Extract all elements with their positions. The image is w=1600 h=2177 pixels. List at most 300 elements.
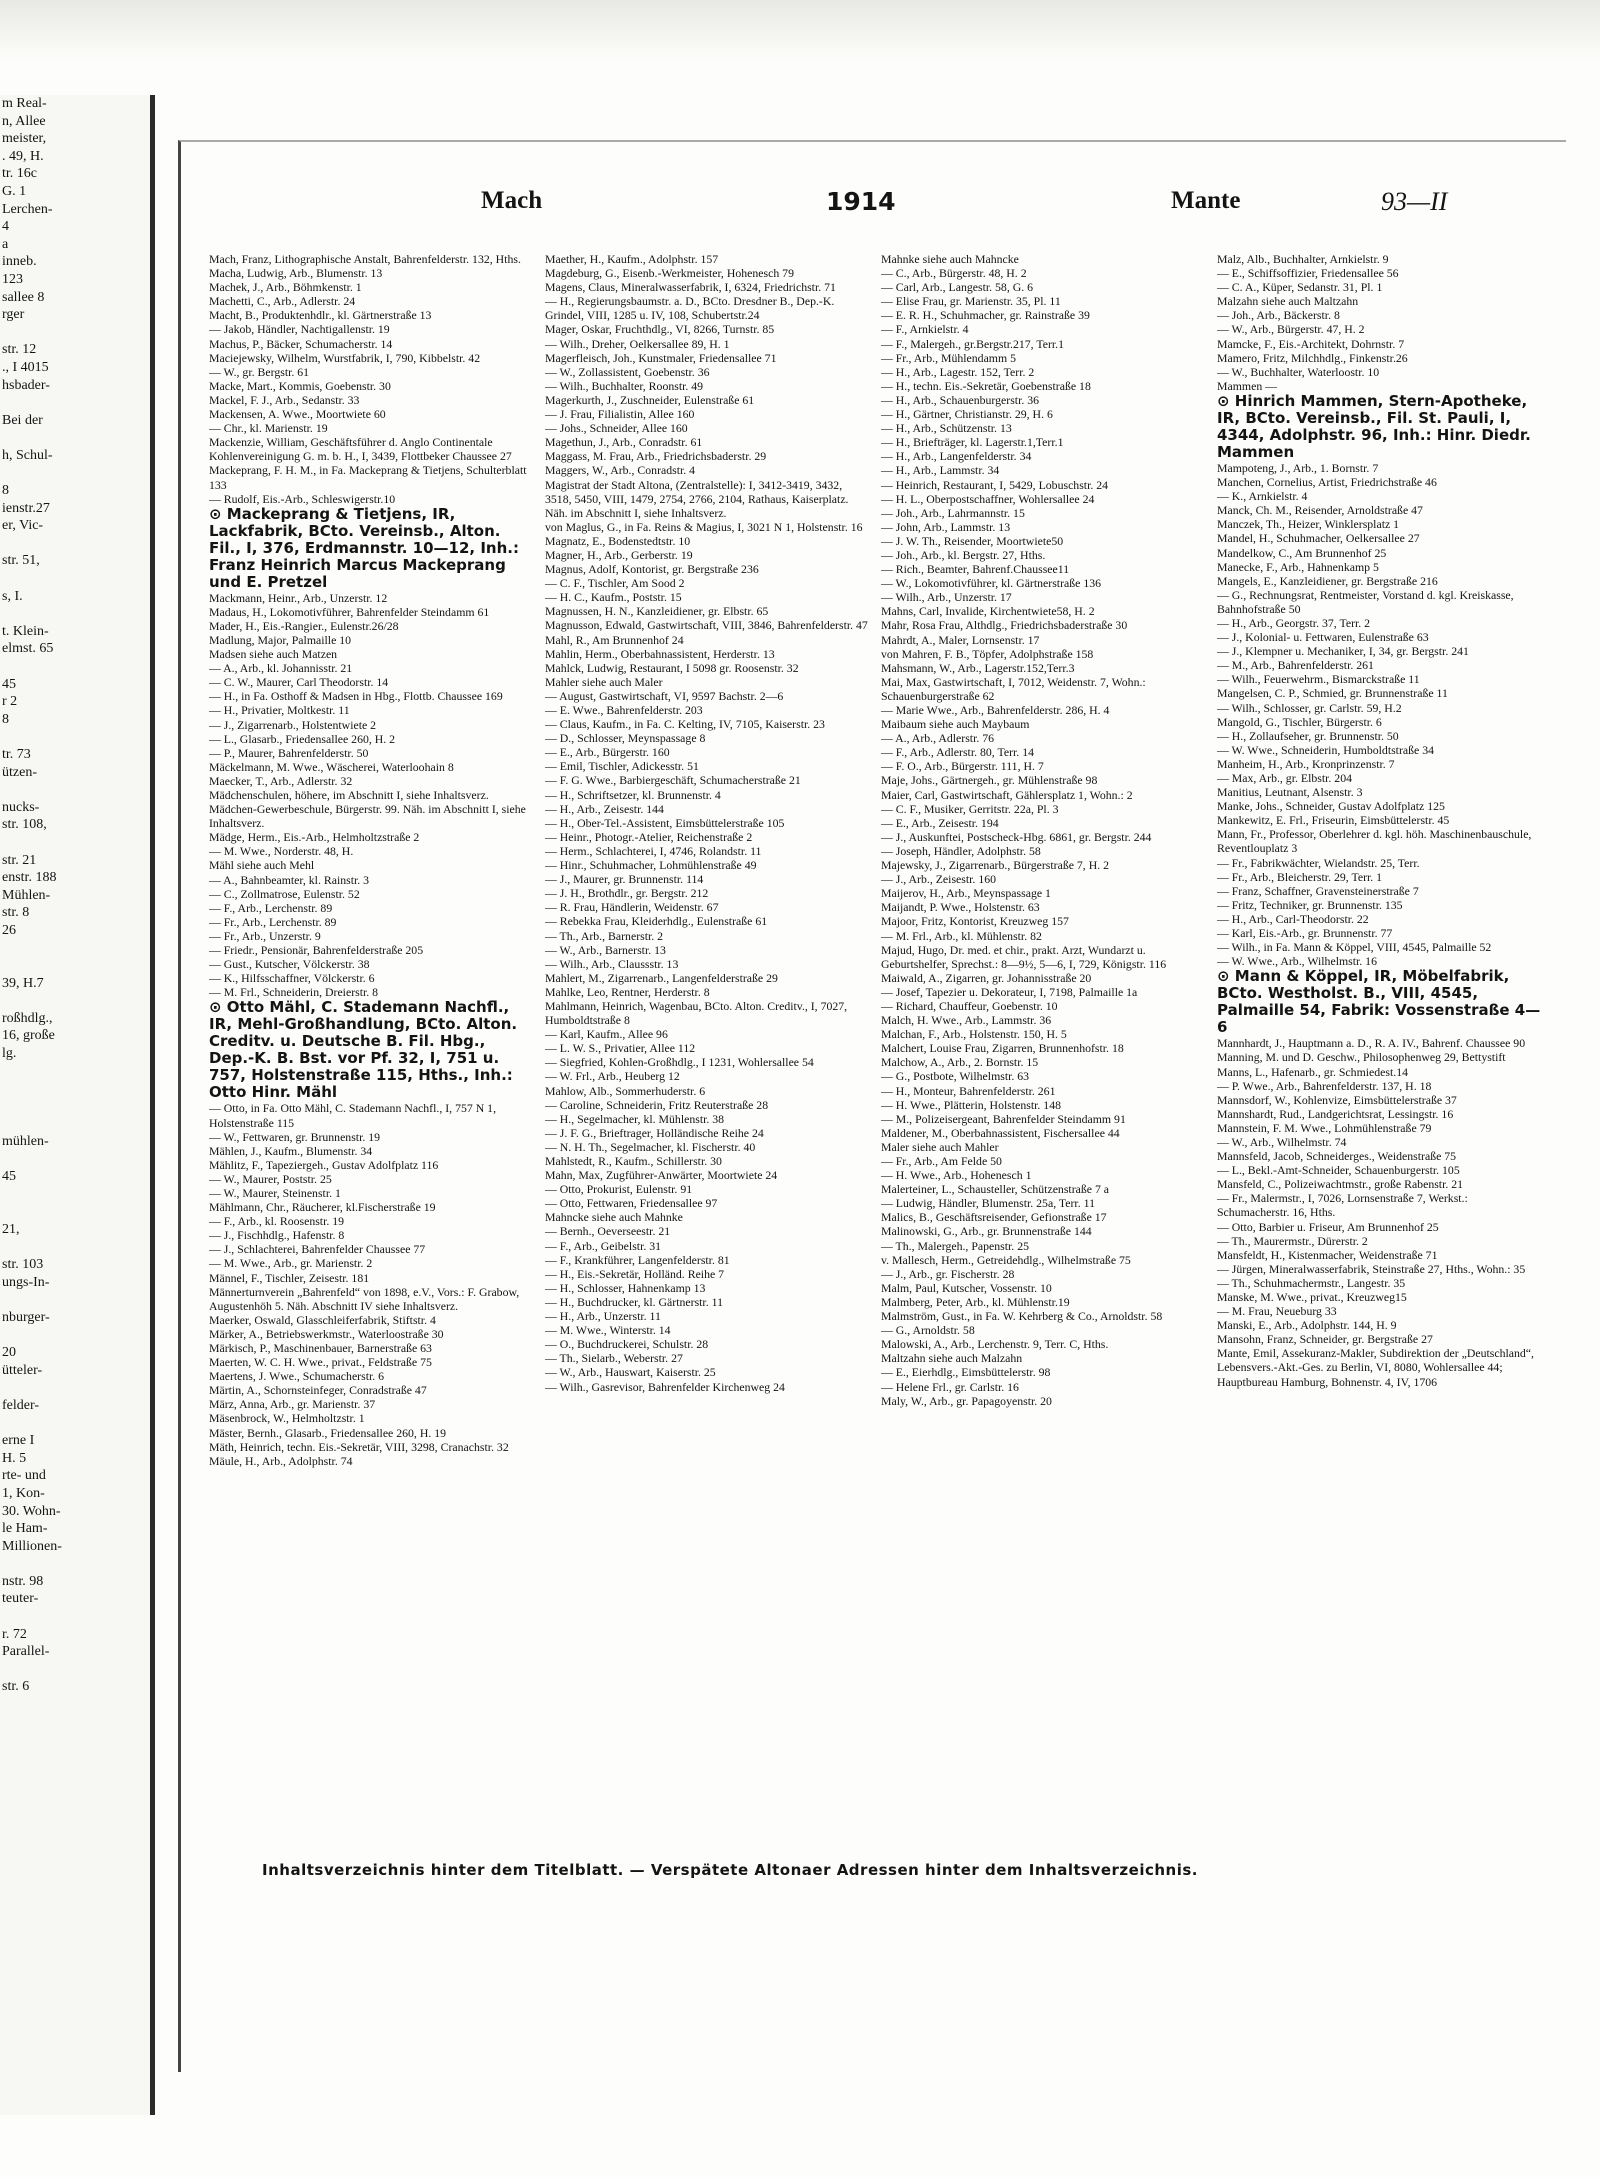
directory-entry: Macke, Mart., Kommis, Goebenstr. 30 <box>209 378 391 393</box>
directory-entry: — H., Arb., Unzerstr. 11 <box>545 1309 661 1324</box>
directory-entry: — H., Gärtner, Christianstr. 29, H. 6 <box>881 407 1053 422</box>
prev-page-fragment <box>0 1098 150 1116</box>
directory-entry: — H., Ober-Tel.-Assistent, Eimsbüttelerstraße 105 <box>545 815 785 830</box>
directory-entry: Magnusson, Edwald, Gastwirtschaft, VIII, 3846, Bahrenfelderstr. 47 <box>545 618 868 633</box>
prev-page-fragment: m Real- <box>2 96 47 111</box>
directory-entry: — Joh., Arb., kl. Bergstr. 27, Hths. <box>881 547 1046 562</box>
directory-entry: Mannsfeld, Jacob, Schneiderges., Weidenstraße 75 <box>1217 1149 1457 1164</box>
directory-entry: Malerteiner, L., Schausteller, Schützenstraße 7 a <box>881 1182 1110 1197</box>
directory-entry: — Helene Frl., gr. Carlstr. 16 <box>881 1379 1019 1394</box>
prev-page-fragment <box>0 940 150 958</box>
directory-entry: Mai, Max, Gastwirtschaft, I, 7012, Weidenstr. 7, Wohn.: Schauenburgerstraße 62 <box>881 674 1146 703</box>
prev-page-fragment: rte- und <box>2 1468 46 1484</box>
directory-entry: — Fr., Arb., Bleicherstr. 29, Terr. 1 <box>1217 869 1383 884</box>
directory-entry: Mannstein, F. M. Wwe., Lohmühlenstraße 79 <box>1217 1120 1432 1135</box>
directory-entry: Märker, A., Betriebswerkmstr., Waterloostraße 30 <box>209 1326 444 1341</box>
directory-entry: Mahns, Carl, Invalide, Kirchentwiete58, H. 2 <box>881 604 1095 619</box>
previous-page-strip <box>0 95 155 2115</box>
prev-page-fragment <box>0 1661 150 1679</box>
directory-entry: — H., Arb., Lammstr. 34 <box>881 463 1000 478</box>
directory-entry: — J. F. G., Brieftrager, Holländische Reihe 24 <box>545 1125 764 1140</box>
prev-page-fragment: ützen- <box>2 764 37 780</box>
directory-entry: — Hinr., Schuhmacher, Lohmühlenstraße 49 <box>545 858 757 873</box>
directory-entry: — Wilh., Gasrevisor, Bahrenfelder Kirchenweg 24 <box>545 1379 785 1394</box>
prev-page-fragment: 21, <box>2 1222 20 1237</box>
directory-entry: — Josef, Tapezier u. Dekorateur, I, 7198, Palmaille 1a <box>881 984 1138 999</box>
directory-entry: — Otto, in Fa. Otto Mähl, C. Stademann Nachfl., I, 757 N 1, Holstenstraße 115 <box>209 1101 497 1130</box>
directory-entry: — Th., Malergeh., Papenstr. 25 <box>881 1238 1029 1253</box>
directory-entry: Malchert, Louise Frau, Zigarren, Brunnenhofstr. 18 <box>881 1041 1124 1056</box>
directory-entry: — M. Frau, Neueburg 33 <box>1217 1304 1337 1319</box>
directory-entry: Manczek, Th., Heizer, Winklersplatz 1 <box>1217 517 1400 532</box>
prev-page-fragment: enstr. 188 <box>2 870 57 886</box>
directory-entry: Mackenzie, William, Geschäftsführer d. Anglo Continentale Kohlenvereinigung G. m. b. H., I, 3439, Flottbeker Chaussee 27 <box>209 435 512 464</box>
directory-entry: — H., Arb., Schauenburgerstr. 36 <box>881 392 1040 407</box>
prev-page-fragment <box>0 728 150 746</box>
directory-entry: — H., Segelmacher, kl. Mühlenstr. 38 <box>545 1111 725 1126</box>
directory-entry: Mansohn, Franz, Schneider, gr. Bergstraße 27 <box>1217 1332 1433 1347</box>
prev-page-fragment: elmst. 65 <box>2 641 54 657</box>
directory-entry: Mach, Franz, Lithographische Anstalt, Bahrenfelderstr. 132, Hths. <box>209 252 521 266</box>
prev-page-fragment: ., I 4015 <box>2 359 49 375</box>
prev-page-fragment: 30. Wohn- <box>2 1503 61 1519</box>
prev-page-fragment: H. 5 <box>2 1450 27 1466</box>
directory-entry: Maly, W., Arb., gr. Papagoyenstr. 20 <box>881 1393 1052 1408</box>
directory-entry: — H., Briefträger, kl. Lagerstr.1,Terr.1 <box>881 435 1064 450</box>
prev-page-fragment: erne I <box>2 1433 35 1449</box>
prev-page-fragment <box>0 605 150 623</box>
directory-entry: — J., Klempner u. Mechaniker, I, 34, gr. Bergstr. 241 <box>1217 644 1469 659</box>
directory-entry: Mangold, G., Tischler, Bürgerstr. 6 <box>1217 714 1382 729</box>
prev-page-fragment: hsbader- <box>2 377 50 393</box>
prev-page-fragment: lg. <box>2 1046 17 1062</box>
directory-entry: — F., Arb., Adlerstr. 80, Terr. 14 <box>881 745 1035 760</box>
directory-columns <box>209 252 1554 1982</box>
directory-entry: — H., Privatier, Moltkestr. 11 <box>209 703 350 718</box>
directory-entry: Maether, H., Kaufm., Adolphstr. 157 <box>545 252 719 266</box>
directory-entry: Mannhardt, J., Hauptmann a. D., R. A. IV., Bahrenf. Chaussee 90 <box>1217 1036 1526 1051</box>
directory-entry: — Wilh., Buchhalter, Roonstr. 49 <box>545 378 704 393</box>
directory-entry: Magens, Claus, Mineralwasserfabrik, I, 6324, Friedrichstr. 71 <box>545 280 836 295</box>
directory-entry: — F., Arb., kl. Roosenstr. 19 <box>209 1214 345 1229</box>
directory-entry: — L., Glasarb., Friedensallee 260, H. 2 <box>209 731 396 746</box>
prev-page-fragment: str. 12 <box>2 342 37 358</box>
directory-entry: Mampoteng, J., Arb., 1. Bornstr. 7 <box>1217 460 1379 475</box>
directory-entry: — W., Lokomotivführer, kl. Gärtnerstraße 136 <box>881 576 1102 591</box>
directory-entry: — J., Arb., Zeisestr. 160 <box>881 872 997 887</box>
directory-entry: Machetti, C., Arb., Adlerstr. 24 <box>209 294 356 309</box>
directory-page <box>178 140 1566 2072</box>
directory-entry: — A., Arb., kl. Johannisstr. 21 <box>209 661 353 676</box>
directory-entry: — Fritz, Techniker, gr. Brunnenstr. 135 <box>1217 897 1403 912</box>
directory-entry: — M. Frl., Arb., kl. Mühlenstr. 82 <box>881 928 1042 943</box>
directory-entry: — E., Arb., Bürgerstr. 160 <box>545 745 670 760</box>
directory-entry: — Emil, Tischler, Adickesstr. 51 <box>545 759 699 774</box>
prev-page-fragment <box>0 535 150 553</box>
directory-entry: Mählitz, F., Tapeziergeh., Gustav Adolfplatz 116 <box>209 1157 439 1172</box>
directory-entry: — Rebekka Frau, Kleiderhdlg., Eulenstraße 61 <box>545 914 768 929</box>
directory-entry: — Wilh., Feuerwehrm., Bismarckstraße 11 <box>1217 672 1420 687</box>
directory-entry: Manchen, Cornelius, Artist, Friedrichstraße 46 <box>1217 475 1437 490</box>
directory-entry: — Gust., Kutscher, Völckerstr. 38 <box>209 957 370 972</box>
directory-entry: Mahsmann, W., Arb., Lagerstr.152,Terr.3 <box>881 660 1075 675</box>
directory-entry: Mader, H., Eis.-Rangier., Eulenstr.26/28 <box>209 618 399 633</box>
header-year: 1914 <box>826 187 896 216</box>
directory-entry: Maecker, T., Arb., Adlerstr. 32 <box>209 773 353 788</box>
directory-entry: — C., Zollmatrose, Eulenstr. 52 <box>209 886 360 901</box>
directory-entry: — Th., Maurermstr., Dürerstr. 2 <box>1217 1233 1368 1248</box>
directory-entry: Maijandt, P. Wwe., Holstenstr. 63 <box>881 900 1040 915</box>
directory-entry: von Mahren, F. B., Töpfer, Adolphstraße 158 <box>881 646 1094 661</box>
directory-entry: — W., Buchhalter, Waterloostr. 10 <box>1217 364 1380 379</box>
directory-entry: ⊙ Mann & Köppel, IR, Möbelfabrik, BCto. Westholst. B., VIII, 4545, Palmaille 54, Fabrik: Vossenstraße 4—6 <box>1217 967 1541 1037</box>
directory-entry: — Siegfried, Kohlen-Großhdlg., I 1231, Wohlersallee 54 <box>545 1055 814 1070</box>
directory-entry: Mahlin, Herm., Oberbahnassistent, Herderstr. 13 <box>545 646 775 661</box>
header-page-number: 93—II <box>1381 187 1448 216</box>
directory-entry: — H., Zollaufseher, gr. Brunnenstr. 50 <box>1217 728 1399 743</box>
directory-entry: — Marie Wwe., Arb., Bahrenfelderstr. 286, H. 4 <box>881 703 1110 717</box>
prev-page-fragment: tr. 16c <box>2 166 37 182</box>
directory-entry: Maiwald, A., Zigarren, gr. Johannisstraße 20 <box>881 970 1092 985</box>
directory-entry: — W., gr. Bergstr. 61 <box>209 364 310 379</box>
prev-page-fragment: 8 <box>2 711 9 727</box>
directory-entry: Magdeburg, G., Eisenb.-Werkmeister, Hohenesch 79 <box>545 266 794 281</box>
directory-entry: — W., Fettwaren, gr. Brunnenstr. 19 <box>209 1129 381 1144</box>
directory-entry: Mahncke siehe auch Mahnke <box>545 1210 683 1225</box>
directory-entry: — W., Arb., Bürgerstr. 47, H. 2 <box>1217 322 1365 337</box>
directory-entry: — D., Schlosser, Meynspassage 8 <box>545 731 706 746</box>
directory-entry: Mahlmann, Heinrich, Wagenbau, BCto. Alton. Creditv., I, 7027, Humboldtstraße 8 <box>545 998 848 1028</box>
directory-entry: — P., Maurer, Bahrenfelderstr. 50 <box>209 745 369 760</box>
directory-entry: Majewsky, J., Zigarrenarb., Bürgerstraße 7, H. 2 <box>881 858 1110 873</box>
directory-entry: — E., Arb., Zeisestr. 194 <box>881 815 999 830</box>
directory-entry: Malchow, A., Arb., 2. Bornstr. 15 <box>881 1055 1039 1070</box>
directory-entry: Mansfeld, C., Polizeiwachtmstr., große Rabenstr. 21 <box>1217 1177 1464 1192</box>
prev-page-fragment: ungs-In- <box>2 1274 50 1290</box>
directory-entry: März, Anna, Arb., gr. Marienstr. 37 <box>209 1397 376 1412</box>
column-1 <box>209 252 545 1982</box>
directory-entry: Manns, L., Hafenarb., gr. Schmiedest.14 <box>1217 1064 1409 1079</box>
directory-entry: — M. Wwe., Norderstr. 48, H. <box>209 844 354 859</box>
prev-page-fragment <box>0 394 150 412</box>
directory-entry: — H., Schriftsetzer, kl. Brunnenstr. 4 <box>545 787 721 802</box>
directory-entry: — Rudolf, Eis.-Arb., Schleswigerstr.10 <box>209 491 396 506</box>
prev-page-fragment: roßhdlg., <box>2 1010 53 1026</box>
prev-page-fragment <box>0 1327 150 1345</box>
directory-entry: Mahr, Rosa Frau, Althdlg., Friedrichsbaderstraße 30 <box>881 618 1128 633</box>
directory-entry: Malz, Alb., Buchhalter, Arnkielstr. 9 <box>1217 252 1389 266</box>
directory-entry: Mähl siehe auch Mehl <box>209 858 315 873</box>
directory-entry: — K., Arnkielstr. 4 <box>1217 489 1308 504</box>
directory-entry: Manck, Ch. M., Reisender, Arnoldstraße 47 <box>1217 503 1423 518</box>
prev-page-fragment: . 49, H. <box>2 148 44 164</box>
directory-entry: Männerturnverein „Bahrenfeld“ von 1898, e.V., Vors.: F. Grabow, Augustenhöh 5. Näh. Abschnitt IV siehe Inhaltsverz. <box>209 1284 520 1313</box>
directory-entry: Machek, J., Arb., Böhmkenstr. 1 <box>209 280 362 295</box>
directory-entry: — L. W. S., Privatier, Allee 112 <box>545 1041 696 1056</box>
directory-entry: — J., Zigarrenarb., Holstentwiete 2 <box>209 717 377 732</box>
directory-entry: — H., Eis.-Sekretär, Holländ. Reihe 7 <box>545 1266 725 1281</box>
prev-page-fragment <box>0 464 150 482</box>
directory-entry: — E., Schiffsoffizier, Friedensallee 56 <box>1217 266 1399 281</box>
prev-page-fragment: str. 108, <box>2 817 47 833</box>
prev-page-fragment: nucks- <box>2 799 40 815</box>
prev-page-fragment: 16, große <box>2 1028 55 1044</box>
directory-entry: — Fr., Arb., Unzerstr. 9 <box>209 928 321 943</box>
directory-entry: — Karl, Eis.-Arb., gr. Brunnenstr. 77 <box>1217 926 1393 941</box>
directory-entry: — H., Monteur, Bahrenfelderstr. 261 <box>881 1083 1056 1098</box>
prev-page-fragment <box>0 1063 150 1081</box>
directory-entry: — J., Kolonial- u. Fettwaren, Eulenstraße 63 <box>1217 630 1429 645</box>
directory-entry: — Otto, Barbier u. Friseur, Am Brunnenhof 25 <box>1217 1219 1439 1234</box>
directory-entry: — H., Arb., Carl-Theodorstr. 22 <box>1217 911 1369 926</box>
prev-page-fragment: 45 <box>2 1169 16 1185</box>
directory-entry: Mädchen-Gewerbeschule, Bürgerstr. 99. Näh. im Abschnitt I, siehe Inhaltsverz. <box>209 802 526 831</box>
prev-page-fragment: t. Klein- <box>2 623 49 639</box>
directory-entry: — W., Arb., Hauswart, Kaiserstr. 25 <box>545 1365 716 1380</box>
directory-entry: — F., Arb., Geibelstr. 31 <box>545 1238 662 1253</box>
prev-page-fragment: r. 72 <box>2 1626 27 1642</box>
directory-entry: — H. Wwe., Arb., Hohenesch 1 <box>881 1168 1032 1183</box>
directory-entry: Malmström, Gust., in Fa. W. Kehrberg & Co., Arnoldstr. 58 <box>881 1309 1163 1324</box>
directory-entry: — Karl, Kaufm., Allee 96 <box>545 1027 668 1042</box>
directory-entry: — Fr., Arb., Am Felde 50 <box>881 1154 1002 1168</box>
directory-entry: Mackensen, A. Wwe., Moortwiete 60 <box>209 407 386 422</box>
directory-entry: Mäule, H., Arb., Adolphstr. 74 <box>209 1453 353 1468</box>
directory-entry: Malinowski, G., Arb., gr. Brunnenstraße 144 <box>881 1224 1092 1239</box>
directory-entry: Malmberg, Peter, Arb., kl. Mühlenstr.19 <box>881 1294 1070 1309</box>
header-right-word: Mante <box>1171 187 1241 214</box>
directory-entry: ⊙ Hinrich Mammen, Stern-Apotheke, IR, BCto. Vereinsb., Fil. St. Pauli, I, 4344, Adolphstr. 96, Inh.: Hinr. Diedr. Mammen <box>1217 391 1531 461</box>
directory-entry: — M., Arb., Bahrenfelderstr. 261 <box>1217 658 1374 673</box>
directory-entry: — E., Eierhdlg., Eimsbüttelerstr. 98 <box>881 1365 1051 1380</box>
directory-entry: Mackeprang, F. H. M., in Fa. Mackeprang & Tietjens, Schulterblatt 133 <box>209 463 527 492</box>
prev-page-fragment <box>0 1291 150 1309</box>
directory-entry: — E. R. H., Schuhmacher, gr. Rainstraße 39 <box>881 308 1090 323</box>
directory-entry: — E. Wwe., Bahrenfelderstr. 203 <box>545 703 703 717</box>
directory-entry: — W., Zollassistent, Goebenstr. 36 <box>545 364 710 379</box>
directory-entry: Mackmann, Heinr., Arb., Unzerstr. 12 <box>209 590 388 605</box>
directory-entry: — H., Arb., Lagestr. 152, Terr. 2 <box>881 364 1035 379</box>
directory-entry: — H., Arb., Georgstr. 37, Terr. 2 <box>1217 615 1371 630</box>
directory-entry: — J., Maurer, gr. Brunnenstr. 114 <box>545 872 704 887</box>
directory-entry: — H. L., Oberpostschaffner, Wohlersallee 24 <box>881 491 1095 506</box>
directory-entry: Malics, B., Geschäftsreisender, Gefionstraße 17 <box>881 1210 1107 1225</box>
directory-entry: — J., Arb., gr. Fischerstr. 28 <box>881 1266 1015 1281</box>
directory-entry: — H. Wwe., Plätterin, Holstenstr. 148 <box>881 1097 1061 1112</box>
prev-page-fragment <box>0 1415 150 1433</box>
directory-entry: — G., Rechnungsrat, Rentmeister, Vorstand d. kgl. Kreiskasse, Bahnhofstraße 50 <box>1217 587 1514 616</box>
directory-entry: Malm, Paul, Kutscher, Vossenstr. 10 <box>881 1280 1052 1295</box>
directory-entry: — Friedr., Pensionär, Bahrenfelderstraße 205 <box>209 943 424 958</box>
directory-entry: — Bernh., Oeverseestr. 21 <box>545 1224 671 1239</box>
prev-page-fragment: Bei der <box>2 412 43 428</box>
directory-entry: — W. Frl., Arb., Heuberg 12 <box>545 1069 680 1084</box>
directory-entry: Mandelkow, C., Am Brunnenhof 25 <box>1217 545 1387 560</box>
directory-entry: Machus, P., Bäcker, Schumacherstr. 14 <box>209 336 393 351</box>
prev-page-fragment: meister, <box>2 131 47 147</box>
directory-entry: — F., Arb., Lerchenstr. 89 <box>209 900 333 915</box>
directory-entry: v. Mallesch, Herm., Getreidehdlg., Wilhelmstraße 75 <box>881 1252 1131 1267</box>
directory-entry: — Joh., Arb., Lahrmannstr. 15 <box>881 505 1025 520</box>
directory-entry: — Th., Arb., Barnerstr. 2 <box>545 928 664 943</box>
prev-page-fragment: h, Schul- <box>2 447 53 463</box>
prev-page-fragment: sallee 8 <box>2 289 45 305</box>
directory-entry: — Th., Sielarb., Weberstr. 27 <box>545 1351 683 1366</box>
directory-entry: — J., Auskunftei, Postscheck-Hbg. 6861, gr. Bergstr. 244 <box>881 829 1152 844</box>
directory-entry: Mädge, Herm., Eis.-Arb., Helmholtzstraße 2 <box>209 830 420 845</box>
directory-entry: ⊙ Otto Mähl, C. Stademann Nachfl., IR, Mehl-Großhandlung, BCto. Alton. Creditv. u. Deutsche B. Fil. Hbg., Dep.-K. B. Bst. vor Pf. 32, I, 751 u. 757, Holstenstraße 115, Hths., Inh.: Otto Hinr. Mähl <box>209 998 518 1102</box>
prev-page-fragment: nstr. 98 <box>2 1573 44 1589</box>
directory-entry: — N. H. Th., Segelmacher, kl. Fischerstr. 40 <box>545 1139 756 1154</box>
prev-page-fragment: Mühlen- <box>2 887 51 903</box>
directory-entry: — C. F., Musiker, Gerritstr. 22a, Pl. 3 <box>881 801 1059 816</box>
directory-entry: Mahrdt, A., Maler, Lornsenstr. 17 <box>881 632 1040 647</box>
directory-entry: Mangelsen, C. P., Schmied, gr. Brunnenstraße 11 <box>1217 686 1448 701</box>
directory-entry: Mahlstedt, R., Kaufm., Schillerstr. 30 <box>545 1154 722 1168</box>
directory-entry: Mankewitz, E. Frl., Friseurin, Eimsbüttelerstr. 45 <box>1217 813 1450 828</box>
prev-page-fragment: 45 <box>2 676 16 692</box>
directory-entry: — Fr., Arb., Lerchenstr. 89 <box>209 914 337 929</box>
prev-page-fragment: inneb. <box>2 254 37 270</box>
directory-entry: ⊙ Mackeprang & Tietjens, IR, Lackfabrik, BCto. Vereinsb., Alton. Fil., I, 376, Erdmannstr. 10—12, Inh.: Franz Heinrich Marcus Mackeprang und E. Pretzel <box>209 504 519 591</box>
directory-entry: Mäster, Bernh., Glasarb., Friedensallee 260, H. 19 <box>209 1425 447 1440</box>
directory-entry: — Fr., Arb., Mühlendamm 5 <box>881 350 1017 365</box>
directory-entry: — C., Arb., Bürgerstr. 48, H. 2 <box>881 266 1027 281</box>
directory-entry: Madsen siehe auch Matzen <box>209 647 338 662</box>
prev-page-fragment: 26 <box>2 922 16 938</box>
directory-entry: Maggers, W., Arb., Conradstr. 4 <box>545 463 696 478</box>
directory-entry: — H., Regierungsbaumstr. a. D., BCto. Dresdner B., Dep.-K. Grindel, VIII, 1285 u. IV, 108, Schubertstr.24 <box>545 294 835 323</box>
directory-entry: — O., Buchdruckerei, Schulstr. 28 <box>545 1337 709 1352</box>
prev-page-fragment: 20 <box>2 1345 16 1361</box>
directory-entry: Maertens, J. Wwe., Schumacherstr. 6 <box>209 1369 385 1384</box>
directory-entry: Magnussen, H. N., Kanzleidiener, gr. Elbstr. 65 <box>545 604 769 619</box>
prev-page-fragment: er, Vic- <box>2 518 44 534</box>
directory-entry: Mahlow, Alb., Sommerhuderstr. 6 <box>545 1083 706 1098</box>
directory-entry: — M. Wwe., Arb., gr. Marienstr. 2 <box>209 1256 373 1271</box>
page-header <box>181 187 1566 227</box>
directory-entry: — Jürgen, Mineralwasserfabrik, Steinstraße 27, Hths., Wohn.: 35 <box>1217 1261 1526 1276</box>
directory-entry: Mählen, J., Kaufm., Blumenstr. 34 <box>209 1143 373 1158</box>
directory-entry: — Wilh., in Fa. Mann & Köppel, VIII, 4545, Palmaille 52 <box>1217 940 1492 955</box>
directory-entry: Manski, E., Arb., Adolphstr. 144, H. 9 <box>1217 1318 1397 1333</box>
prev-page-fragment: s, I. <box>2 588 23 604</box>
directory-entry: Manning, M. und D. Geschw., Philosophenweg 29, Bettystift <box>1217 1050 1506 1065</box>
directory-entry: — Chr., kl. Marienstr. 19 <box>209 421 328 436</box>
prev-page-fragment <box>0 570 150 588</box>
directory-entry: Mamcke, F., Eis.-Architekt, Dohrnstr. 7 <box>1217 336 1405 351</box>
directory-entry: — Herm., Schlachterei, I, 4746, Rolandstr. 11 <box>545 843 762 858</box>
directory-entry: Macht, B., Produktenhdlr., kl. Gärtnerstraße 13 <box>209 308 432 323</box>
directory-entry: Maje, Johs., Gärtnergeh., gr. Mühlenstraße 98 <box>881 773 1098 788</box>
prev-page-fragment: str. 103 <box>2 1257 44 1273</box>
directory-entry: Maler siehe auch Mahler <box>881 1139 999 1154</box>
prev-page-fragment <box>0 781 150 799</box>
directory-entry: Magerkurth, J., Zuschneider, Eulenstraße 61 <box>545 392 755 407</box>
column-2 <box>545 252 881 1982</box>
directory-entry: — Franz, Schaffner, Gravensteinerstraße 7 <box>1217 883 1419 898</box>
directory-entry: Märtin, A., Schornsteinfeger, Conradstraße 47 <box>209 1383 427 1398</box>
directory-entry: — Elise Frau, gr. Marienstr. 35, Pl. 11 <box>881 294 1061 309</box>
directory-entry: Manske, M. Wwe., privat., Kreuzweg15 <box>1217 1290 1407 1304</box>
directory-entry: Mannsdorf, W., Kohlenvize, Eimsbüttelerstraße 37 <box>1217 1092 1457 1107</box>
directory-entry: Madlung, Major, Palmaille 10 <box>209 632 352 647</box>
prev-page-fragment: 123 <box>2 271 23 287</box>
directory-entry: Maibaum siehe auch Maybaum <box>881 717 1030 732</box>
directory-entry: — Johs., Schneider, Allee 160 <box>545 421 688 436</box>
directory-entry: — H., techn. Eis.-Sekretär, Goebenstraße 18 <box>881 378 1091 393</box>
directory-entry: Malchan, F., Arb., Holstenstr. 150, H. 5 <box>881 1027 1067 1042</box>
directory-entry: — W. Wwe., Arb., Wilhelmstr. 16 <box>1217 954 1377 969</box>
prev-page-fragment: 4 <box>2 219 9 235</box>
column-4 <box>1217 252 1553 1982</box>
prev-page-fragment: 1, Kon- <box>2 1485 45 1501</box>
directory-entry: — F. G. Wwe., Barbiergeschäft, Schumacherstraße 21 <box>545 773 801 788</box>
directory-entry: Mansfeldt, H., Kistenmacher, Weidenstraße 71 <box>1217 1247 1438 1262</box>
directory-entry: von Maglus, G., in Fa. Reins & Magius, I, 3021 N 1, Holstenstr. 16 <box>545 519 863 534</box>
directory-entry: — Max, Arb., gr. Elbstr. 204 <box>1217 771 1353 785</box>
prev-page-fragment: ienstr.27 <box>2 500 50 516</box>
directory-entry: Märkisch, P., Maschinenbauer, Barnerstraße 63 <box>209 1341 432 1355</box>
directory-entry: — R. Frau, Händlerin, Weidenstr. 67 <box>545 900 719 915</box>
directory-entry: Mädchenschulen, höhere, im Abschnitt I, siehe Inhaltsverz. <box>209 788 489 802</box>
directory-entry: Mante, Emil, Assekuranz-Makler, Subdirektion der „Deutschland“, Lebensvers.-Akt.-Ges. zu Berlin, VI, 8080, Wohlersallee 44; Hauptbureau Hamburg, Bohnenstr. 4, IV, 1706 <box>1217 1346 1534 1389</box>
prev-page-fragment: mühlen- <box>2 1134 49 1150</box>
prev-page-fragment <box>0 1608 150 1626</box>
directory-entry: Majud, Hugo, Dr. med. et chir., prakt. Arzt, Wundarzt u. Geburtshelfer, Sprechst.: 8—9½, 5—6, I, 729, Königstr. 116 <box>881 942 1167 971</box>
directory-entry: Magnus, Adolf, Kontorist, gr. Bergstraße 236 <box>545 562 759 577</box>
directory-entry: Maijerov, H., Arb., Meynspassage 1 <box>881 886 1051 901</box>
prev-page-fragment <box>0 1379 150 1397</box>
directory-entry: — A., Arb., Adlerstr. 76 <box>881 731 995 746</box>
directory-entry: — Caroline, Schneiderin, Fritz Reuterstraße 28 <box>545 1097 769 1112</box>
prev-page-fragment <box>0 992 150 1010</box>
prev-page-fragment <box>0 1239 150 1257</box>
directory-entry: — Fr., Malermstr., I, 7026, Lornsenstraße 7, Werkst.: Schumacherstr. 16, Hths. <box>1217 1191 1468 1220</box>
directory-entry: Maciejewsky, Wilhelm, Wurstfabrik, I, 790, Kibbelstr. 42 <box>209 350 481 365</box>
directory-entry: — L., Bekl.-Amt-Schneider, Schauenburgerstr. 105 <box>1217 1163 1460 1178</box>
directory-entry: Manke, Johs., Schneider, Gustav Adolfplatz 125 <box>1217 799 1445 814</box>
directory-entry: Magistrat der Stadt Altona, (Zentralstelle): I, 3412-3419, 3432, 3518, 5450, VIII, 1479, 2754, 2766, 2104, Rathaus, Kaiserplatz. Näh. im Abschnitt I, siehe Inhaltsverz. <box>545 477 849 520</box>
prev-page-fragment <box>0 324 150 342</box>
directory-entry: — G., Postbote, Wilhelmstr. 63 <box>881 1069 1030 1084</box>
directory-entry: — F., Krankführer, Langenfelderstr. 81 <box>545 1252 730 1267</box>
directory-entry: Mahler siehe auch Maler <box>545 674 663 689</box>
prev-page-fragment <box>0 429 150 447</box>
directory-entry: Mamero, Fritz, Milchhdlg., Finkenstr.26 <box>1217 350 1408 365</box>
directory-entry: — J. H., Brothdlr., gr. Bergstr. 212 <box>545 886 709 901</box>
directory-entry: — C. F., Tischler, Am Sood 2 <box>545 576 685 591</box>
directory-entry: — H. C., Kaufm., Poststr. 15 <box>545 590 682 605</box>
directory-entry: — H., in Fa. Osthoff & Madsen in Hbg., Flottb. Chaussee 169 <box>209 689 503 704</box>
directory-entry: — J., Fischhdlg., Hafenstr. 8 <box>209 1228 345 1243</box>
directory-entry: — H., Schlosser, Hahnenkamp 13 <box>545 1280 706 1295</box>
directory-entry: Manheim, H., Arb., Kronprinzenstr. 7 <box>1217 756 1395 771</box>
directory-entry: Mahl, R., Am Brunnenhof 24 <box>545 632 684 647</box>
directory-entry: — Jakob, Händler, Nachtigallenstr. 19 <box>209 322 390 337</box>
prev-page-fragment: 39, H.7 <box>2 975 44 991</box>
prev-page-fragment: rger <box>2 307 25 323</box>
directory-entry: Magerfleisch, Joh., Kunstmaler, Friedensallee 71 <box>545 350 777 365</box>
prev-page-fragment: str. 6 <box>2 1679 30 1695</box>
directory-entry: Magnatz, E., Bodenstedtstr. 10 <box>545 533 691 548</box>
prev-page-fragment: teuter- <box>2 1591 39 1607</box>
directory-entry: — W., Arb., Wilhelmstr. 74 <box>1217 1134 1347 1149</box>
scan-shadow <box>0 0 1600 60</box>
directory-entry: — Wilh., Dreher, Oelkersallee 89, H. 1 <box>545 336 730 351</box>
directory-entry: Maerker, Oswald, Glasschleiferfabrik, Stiftstr. 4 <box>209 1312 436 1327</box>
directory-entry: Mählmann, Chr., Räucherer, kl.Fischerstraße 19 <box>209 1200 436 1215</box>
